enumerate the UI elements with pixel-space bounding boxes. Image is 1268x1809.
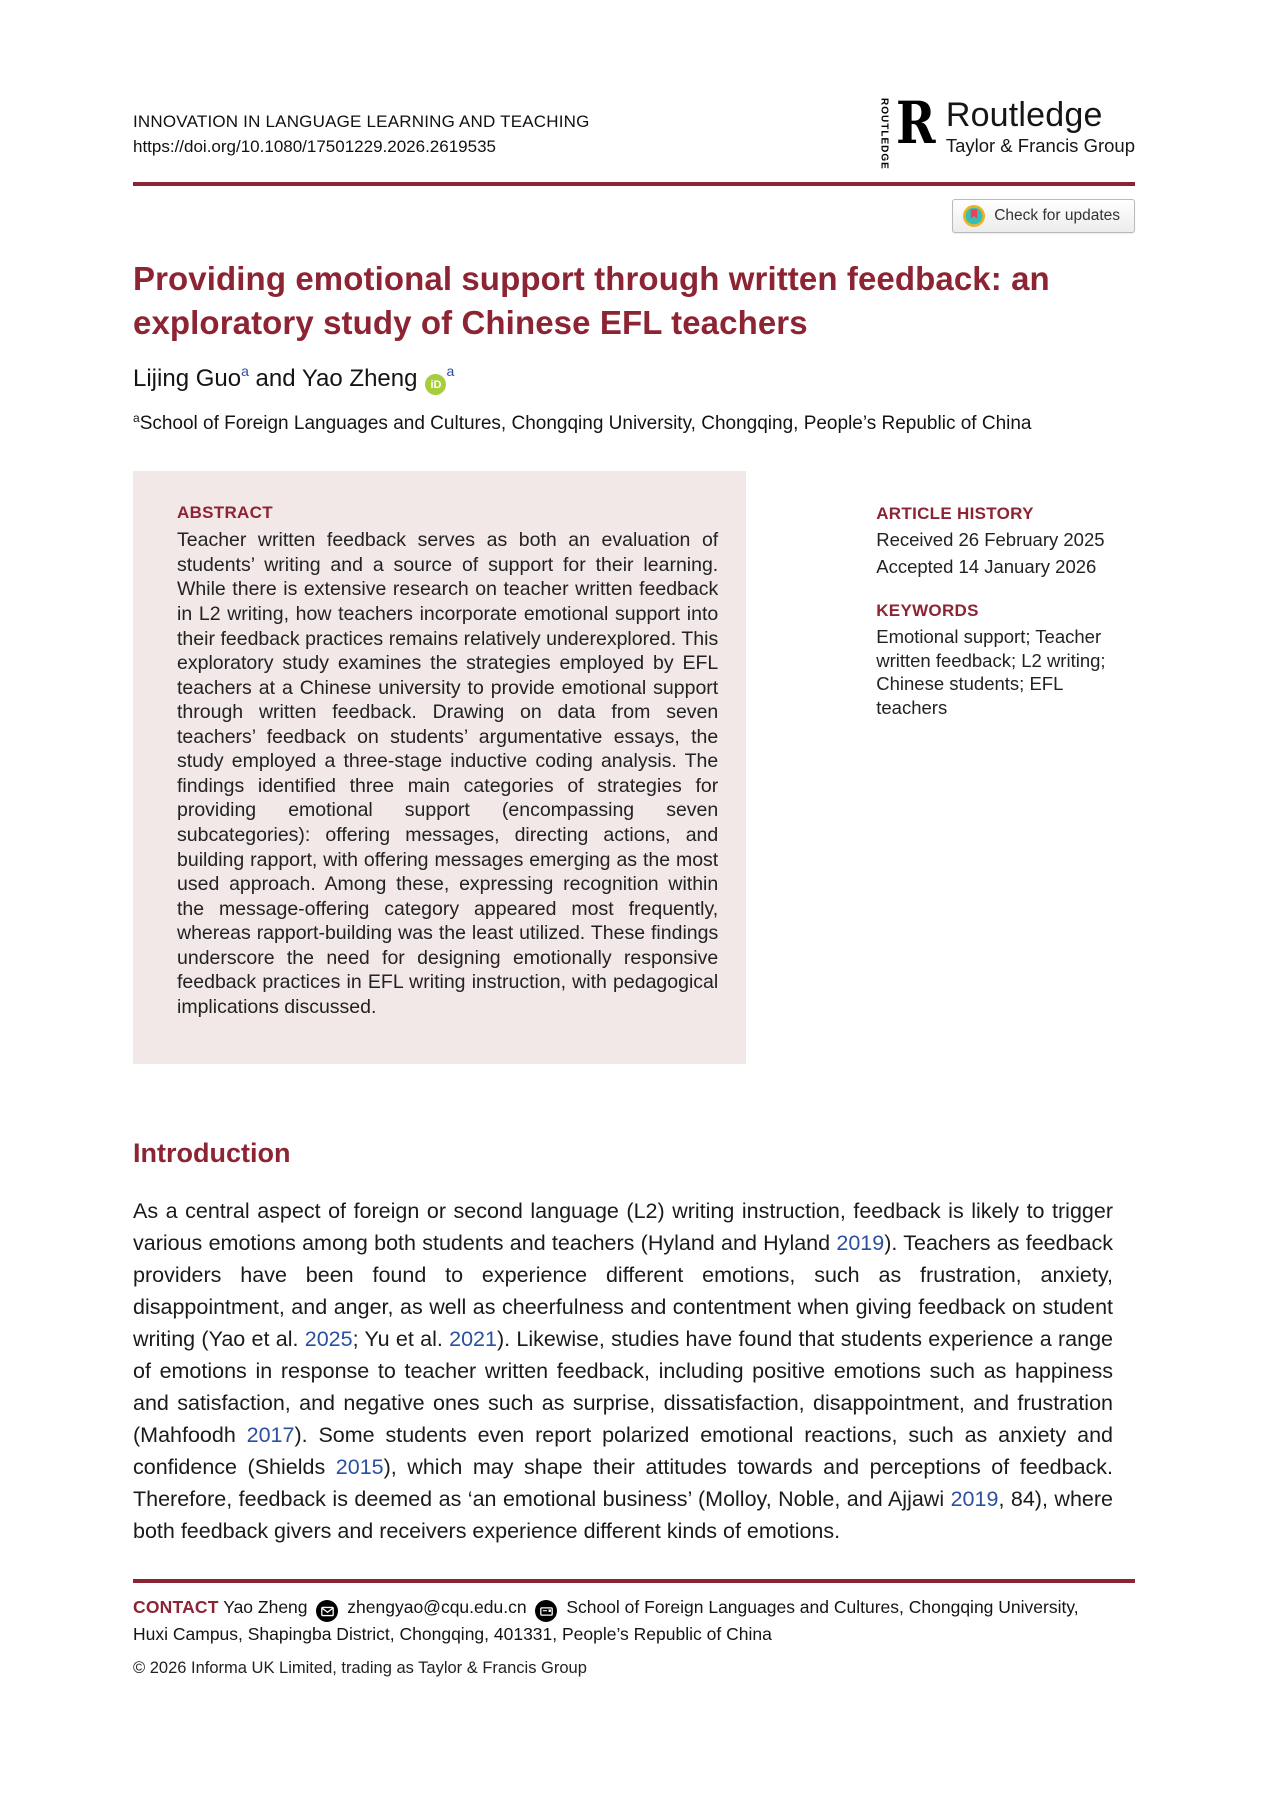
publisher-name-block [946, 96, 1135, 157]
affiliation-text: School of Foreign Languages and Cultures, Chongqing University, Chongqing, People’s Republic of China [139, 413, 1032, 435]
article-history-group [876, 503, 1135, 578]
contact-email-link[interactable]: zhengyao@cqu.edu.cn [347, 1596, 527, 1617]
header-rule [133, 182, 1135, 186]
badge-row [133, 199, 1135, 233]
contact-line [133, 1595, 1113, 1647]
keywords-group [876, 600, 1135, 719]
contact-name: Yao Zheng [223, 1596, 308, 1617]
citation-link[interactable]: 2017 [246, 1422, 295, 1447]
keywords-text: Emotional support; Teacher written feedback; L2 writing; Chinese students; EFL teachers [876, 626, 1106, 719]
text-segment: ). Teachers as feedback providers have been found to experience different emotions, such as frustration, anxiety, disappointment, and anger, as well as cheerfulness and contentment when giving feedback on student writing (Yao et al. [133, 1230, 1113, 1351]
text-segment: , 84), where both feedback givers and receivers experience different kinds of emotions. [133, 1486, 1113, 1543]
address-icon [535, 1600, 557, 1622]
contact-label: CONTACT [133, 1596, 219, 1617]
check-for-updates-label: Check for updates [994, 207, 1120, 224]
text-segment: ). Some students even report polarized emotional reactions, such as anxiety and confidence (Shields [133, 1422, 1113, 1479]
accepted-date: Accepted 14 January 2026 [876, 555, 1097, 577]
citation-link[interactable]: 2021 [449, 1326, 497, 1351]
email-icon [316, 1600, 338, 1622]
article-title: Providing emotional support through written feedback: an exploratory study of Chinese EFL teachers [133, 260, 1050, 341]
introduction-paragraph [133, 1195, 1113, 1547]
text-segment: ; Yu et al. [352, 1326, 450, 1351]
citation-link[interactable]: 2019 [950, 1486, 999, 1511]
affiliation-superscript: a [133, 411, 140, 426]
abstract-text: Teacher written feedback serves as both an evaluation of students’ writing and a source of support for their learning. While there is extensive research on teacher written feedback in L2 writing, how teachers incorporate emotional support into their feedback practices remains relatively underexplored. This exploratory study examines the strategies employed by EFL teachers at a Chinese university to provide emotional support through written feedback. Drawing on data from seven teachers’ feedback on students’ argumentative essays, the study employed a three-stage inductive coding analysis. The findings identified three main categories of strategies for providing emotional support (encompassing seven subcategories): offering messages, directing actions, and building rapport, with offering messages emerging as the most used approach. Among these, expressing recognition within the message-offering category appeared most frequently, whereas rapport-building was the least utilized. These findings underscore the need for designing emotionally responsive feedback practices in EFL writing instruction, with pedagogical implications discussed. [177, 529, 719, 1018]
check-for-updates-button[interactable] [952, 199, 1135, 233]
abstract-label: ABSTRACT [177, 503, 273, 523]
authors-line [133, 363, 1135, 396]
author-name: Yao Zheng [301, 364, 418, 392]
contact-address: School of Foreign Languages and Cultures, Chongqing University, Huxi Campus, Shapingba District, Chongqing, 401331, People’s Republic of China [133, 1596, 1079, 1645]
introduction-heading: Introduction [133, 1137, 291, 1168]
abstract-section [133, 471, 1135, 1063]
publisher-name: Routledge [945, 96, 1103, 134]
received-date: Received 26 February 2025 [876, 529, 1105, 550]
orcid-icon[interactable]: iD [425, 374, 446, 395]
page-header [133, 89, 1135, 170]
footer-rule [133, 1579, 1135, 1583]
affiliation-line [133, 411, 1135, 435]
journal-info [133, 96, 590, 159]
article-history-label: ARTICLE HISTORY [876, 504, 1034, 524]
publisher-logo [878, 89, 1135, 170]
copyright-line: © 2026 Informa UK Limited, trading as Taylor & Francis Group [133, 1658, 587, 1677]
text-segment: ). Likewise, studies have found that students experience a range of emotions in response to teacher written feedback, including positive emotions such as happiness and satisfaction, and negative ones such as surprise, dissatisfaction, disappointment, and frustration (Mahfoodh [133, 1326, 1113, 1447]
doi-link[interactable]: https://doi.org/10.1080/17501229.2026.2619535 [133, 136, 496, 156]
routledge-logo-icon: R [895, 89, 936, 157]
citation-link[interactable]: 2025 [304, 1326, 353, 1351]
abstract-box [133, 471, 746, 1063]
citation-link[interactable]: 2015 [335, 1454, 384, 1479]
article-sidebar [876, 471, 1135, 1063]
publisher-tagline: Taylor & Francis Group [945, 135, 1135, 156]
authors-joiner: and [255, 364, 296, 392]
citation-link[interactable]: 2019 [836, 1230, 885, 1255]
routledge-vertical-wordmark: ROUTLEDGE [878, 98, 890, 170]
crossmark-icon [963, 205, 985, 227]
keywords-label: KEYWORDS [876, 601, 979, 621]
text-segment: ), which may shape their attitudes towards and perceptions of feedback. Therefore, feedback is deemed as ‘an emotional business’ (Molloy, Noble, and Ajjawi [133, 1454, 1113, 1511]
text-segment: As a central aspect of foreign or second language (L2) writing instruction, feedback is likely to trigger various emotions among both students and teachers (Hyland and Hyland [133, 1198, 1113, 1255]
author-affiliation-superscript: a [446, 362, 455, 379]
author-name: Lijing Guo [133, 364, 242, 392]
author-affiliation-superscript: a [241, 362, 249, 379]
journal-title: INNOVATION IN LANGUAGE LEARNING AND TEACHING [133, 112, 590, 131]
